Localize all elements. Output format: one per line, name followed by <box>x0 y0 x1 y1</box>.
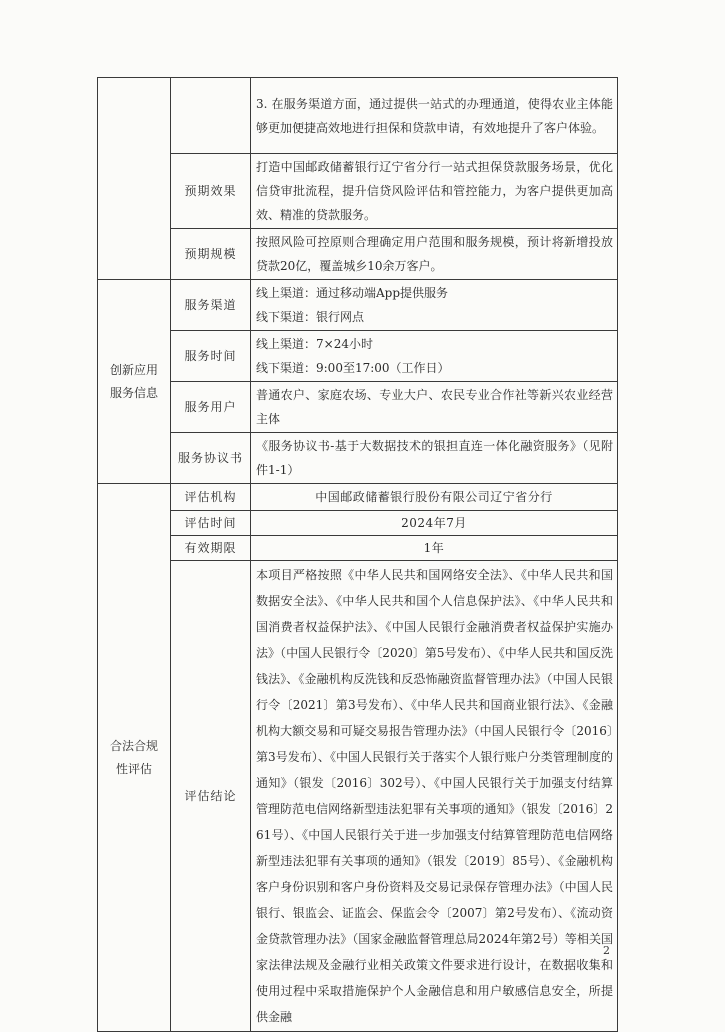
compliance-section-title: 合法合规性评估 <box>98 484 171 1032</box>
assessment-time-label: 评估时间 <box>171 511 251 536</box>
service-channel-line2: 线下渠道：银行网点 <box>256 310 365 324</box>
page-number: 2 <box>603 944 610 957</box>
service-agreement-label: 服务协议书 <box>171 433 251 484</box>
info-table <box>97 77 618 1032</box>
table-row <box>98 154 618 229</box>
assessment-time-value: 2024年7月 <box>251 511 618 536</box>
table-row <box>98 536 618 561</box>
table-row <box>98 484 618 511</box>
expected-scale-value: 按照风险可控原则合理确定用户范围和服务规模，预计将新增投放贷款20亿，覆盖城乡10余万客户。 <box>251 229 618 280</box>
conclusion-label: 评估结论 <box>171 561 251 1032</box>
section-cell-continued <box>98 78 171 280</box>
expected-effect-value: 打造中国邮政储蓄银行辽宁省分行一站式担保贷款服务场景，优化信贷审批流程，提升信贷风险评估和管控能力，为客户提供更加高效、精准的贷款服务。 <box>251 154 618 229</box>
service-time-line1: 线上渠道：7×24小时 <box>256 337 373 351</box>
expected-effect-label: 预期效果 <box>171 154 251 229</box>
table-row <box>98 78 618 154</box>
service-channel-label: 服务渠道 <box>171 280 251 331</box>
table-row <box>98 382 618 433</box>
table-row <box>98 280 618 331</box>
table-row <box>98 331 618 382</box>
service-time-line2: 线下渠道：9:00至17:00（工作日） <box>256 361 450 375</box>
assessment-org-label: 评估机构 <box>171 484 251 511</box>
service-users-value: 普通农户、家庭农场、专业大户、农民专业合作社等新兴农业经营主体 <box>251 382 618 433</box>
assessment-org-value: 中国邮政储蓄银行股份有限公司辽宁省分行 <box>251 484 618 511</box>
service-channel-value <box>251 280 618 331</box>
table-row <box>98 229 618 280</box>
innovation-section-title: 创新应用服务信息 <box>98 280 171 484</box>
validity-value: 1年 <box>251 536 618 561</box>
expected-scale-label: 预期规模 <box>171 229 251 280</box>
conclusion-value: 本项目严格按照《中华人民共和国网络安全法》、《中华人民共和国数据安全法》、《中华人民共和国个人信息保护法》、《中华人民共和国消费者权益保护法》、《中国人民银行金融消费者权益保护实施办法》（中国人民银行令〔2020〕第5号发布）、《中华人民共和国反洗钱法》、《金融机构反洗钱和反恐怖融资监督管理办法》（中国人民银行令〔2021〕第3号发布）、《中华人民共和国商业银行法》、《金融机构大额交易和可疑交易报告管理办法》（中国人民银行令〔2016〕第3号发布）、《中国人民银行关于落实个人银行账户分类管理制度的通知》（银发〔2016〕302号）、《中国人民银行关于加强支付结算管理防范电信网络新型违法犯罪有关事项的通知》（银发〔2016〕261号）、《中国人民银行关于进一步加强支付结算管理防范电信网络新型违法犯罪有关事项的通知》（银发〔2019〕85号）、《金融机构客户身份识别和客户身份资料及交易记录保存管理办法》（中国人民银行、银监会、证监会、保监会令〔2007〕第2号发布）、《流动资金贷款管理办法》（国家金融监督管理总局2024年第2号）等相关国家法律法规及金融行业相关政策文件要求进行设计，在数据收集和使用过程中采取措施保护个人金融信息和用户敏感信息安全，所提供金融 <box>251 561 618 1032</box>
service-agreement-value: 《服务协议书-基于大数据技术的银担直连一体化融资服务》（见附件1-1） <box>251 433 618 484</box>
service-users-label: 服务用户 <box>171 382 251 433</box>
validity-label: 有效期限 <box>171 536 251 561</box>
table-row <box>98 433 618 484</box>
service-time-value <box>251 331 618 382</box>
service-channel-description: 3. 在服务渠道方面，通过提供一站式的办理通道，使得农业主体能够更加便捷高效地进行担保和贷款申请，有效地提升了客户体验。 <box>251 78 618 154</box>
table-row <box>98 561 618 1032</box>
label-cell-empty <box>171 78 251 154</box>
service-channel-line1: 线上渠道：通过移动端App提供服务 <box>256 286 449 300</box>
table-row <box>98 511 618 536</box>
service-time-label: 服务时间 <box>171 331 251 382</box>
